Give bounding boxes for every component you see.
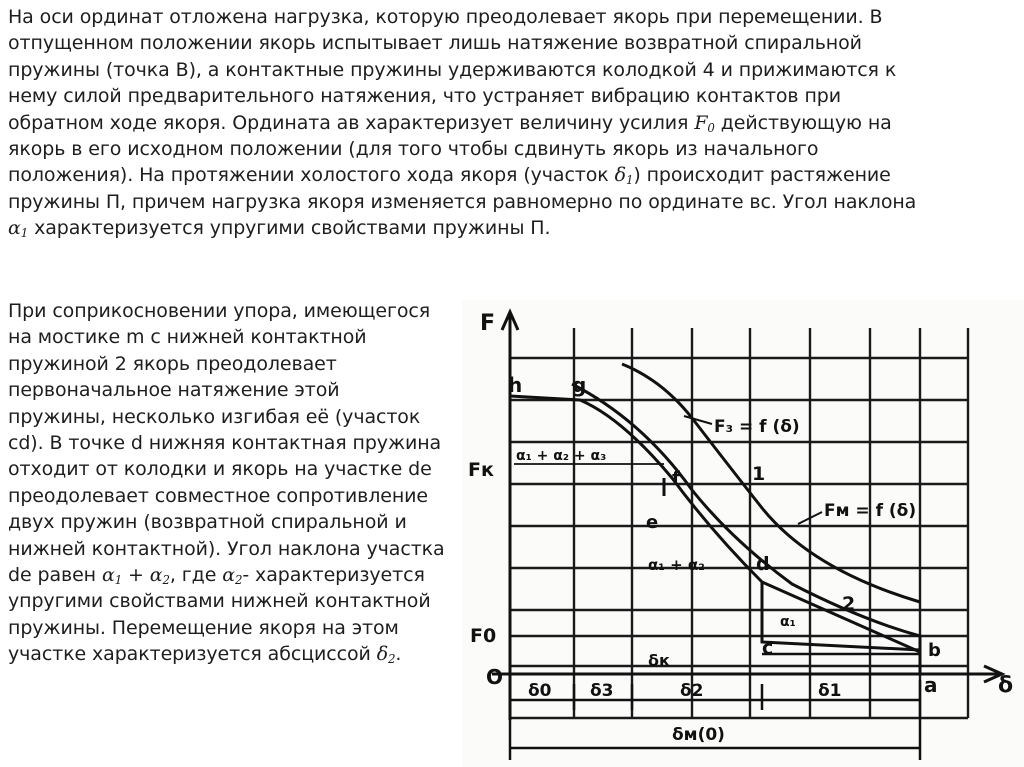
label-curve-2: 2 — [842, 593, 856, 615]
label-delta1: δ1 — [818, 681, 842, 701]
label-c: c — [762, 637, 774, 659]
math-alpha1 — [102, 564, 122, 586]
text-run: - характеризуется — [242, 564, 425, 587]
label-O: O — [486, 665, 504, 689]
math-symbol: α — [149, 564, 163, 587]
math-subscript: 1 — [20, 226, 29, 241]
characteristics-diagram — [462, 300, 1024, 767]
text-line: нему силой предварительного натяжения, что устраняет вибрацию контактов при — [8, 85, 842, 108]
text-run: . — [395, 643, 402, 666]
label-delta2: δ2 — [680, 681, 704, 701]
text-run: участке характеризуется абсциссой — [8, 643, 377, 666]
paragraph-2 — [8, 298, 478, 668]
text-line: отпущенном положении якорь испытывает лишь натяжение возвратной спиральной — [8, 32, 862, 55]
text-line: упругими свойствами нижней контактной — [8, 590, 431, 613]
math-symbol: α — [8, 217, 21, 240]
label-F: F — [480, 311, 496, 336]
text-line: якорь в его исходном положении (для того чтобы сдвинуть якорь из начального — [8, 138, 819, 161]
text-run: характеризуется упругими свойствами пружины П. — [34, 217, 551, 240]
text-run: действующую на — [714, 111, 892, 134]
text-run: de равен — [8, 564, 102, 587]
text-line — [8, 641, 478, 667]
math-subscript: 0 — [707, 120, 715, 135]
text-run: ) происходит растяжение — [633, 164, 891, 187]
label-delta: δ — [998, 673, 1014, 698]
text-line: пружиной 2 якорь преодолевает — [8, 352, 337, 375]
text-line: cd). В точке d нижняя контактная пружина — [8, 432, 442, 455]
text-run: положения). На протяжении холостого хода якоря (участок — [8, 164, 615, 187]
text-line: нижней контактной). Угол наклона участка — [8, 537, 445, 560]
text-line: отходит от колодки и якорь на участке de — [8, 458, 432, 481]
text-line: двух пружин (возвратной спиральной и — [8, 511, 407, 534]
label-curve-1: 1 — [752, 463, 766, 485]
math-alpha2 — [222, 564, 242, 586]
label-e: e — [646, 512, 659, 533]
math-alpha2 — [150, 564, 170, 586]
label-delta3: δ3 — [590, 681, 614, 701]
text-line: на мостике m с нижней контактной — [8, 326, 367, 349]
math-alpha1 — [8, 217, 28, 239]
paragraph-1 — [8, 4, 1018, 242]
text-line — [8, 110, 1018, 136]
math-subscript: 1 — [114, 573, 123, 587]
label-h: h — [508, 373, 523, 397]
text-line: пружины П, причем нагрузка якоря изменяется равномерно по ординате вс. Угол наклона — [8, 190, 917, 213]
text-line: первоначальное натяжение этой — [8, 379, 340, 402]
math-symbol: α — [101, 564, 115, 587]
math-subscript: 2 — [162, 573, 170, 587]
label-delta0: δ0 — [528, 681, 552, 701]
label-FM: Fм = f (δ) — [824, 501, 917, 521]
text-line — [8, 162, 1018, 188]
label-g: g — [572, 373, 587, 397]
math-F0 — [694, 112, 714, 134]
characteristics-figure — [462, 300, 1024, 767]
math-symbol: δ — [376, 643, 389, 666]
text-line: пружины (точка В), а контактные пружины удерживаются колодкой 4 и прижимаются к — [8, 58, 897, 81]
label-a: a — [924, 673, 938, 697]
math-symbol: δ — [614, 164, 626, 187]
math-subscript: 2 — [388, 652, 396, 667]
label-sum123: α₁ + α₂ + α₃ — [516, 448, 607, 464]
math-symbol: F — [694, 111, 708, 134]
label-b: b — [928, 640, 941, 661]
math-subscript: 2 — [234, 573, 243, 587]
text-run: , где — [169, 564, 223, 587]
label-d: d — [756, 553, 770, 575]
label-F0: F0 — [470, 625, 497, 647]
label-alpha1: α₁ — [780, 614, 796, 630]
label-Fk: Fк — [468, 459, 494, 481]
math-plus: + — [122, 564, 150, 587]
math-delta2 — [377, 643, 396, 665]
text-run: обратном ходе якоря. Ордината ав характеризует величину усилия — [8, 111, 695, 134]
label-deltaM0: δм(0) — [672, 725, 725, 745]
text-line: пружины. Перемещение якоря на этом — [8, 616, 399, 639]
label-f: f — [672, 468, 680, 489]
text-line — [8, 215, 1018, 241]
math-subscript: 1 — [625, 173, 634, 188]
text-line: пружины, несколько изгибая её (участок — [8, 405, 421, 428]
text-line: преодолевает совместное сопротивление — [8, 484, 428, 507]
label-F3: F₃ = f (δ) — [714, 417, 800, 437]
text-line: На оси ординат отложена нагрузка, которую преодолевает якорь при перемещении. В — [8, 6, 883, 28]
label-deltaK: δк — [648, 651, 670, 670]
text-line — [8, 562, 478, 588]
math-delta1 — [615, 164, 634, 186]
label-sum12: α₁ + α₂ — [648, 556, 705, 574]
text-line: При соприкосновении упора, имеющегося — [8, 300, 431, 322]
math-symbol: α — [222, 564, 235, 587]
